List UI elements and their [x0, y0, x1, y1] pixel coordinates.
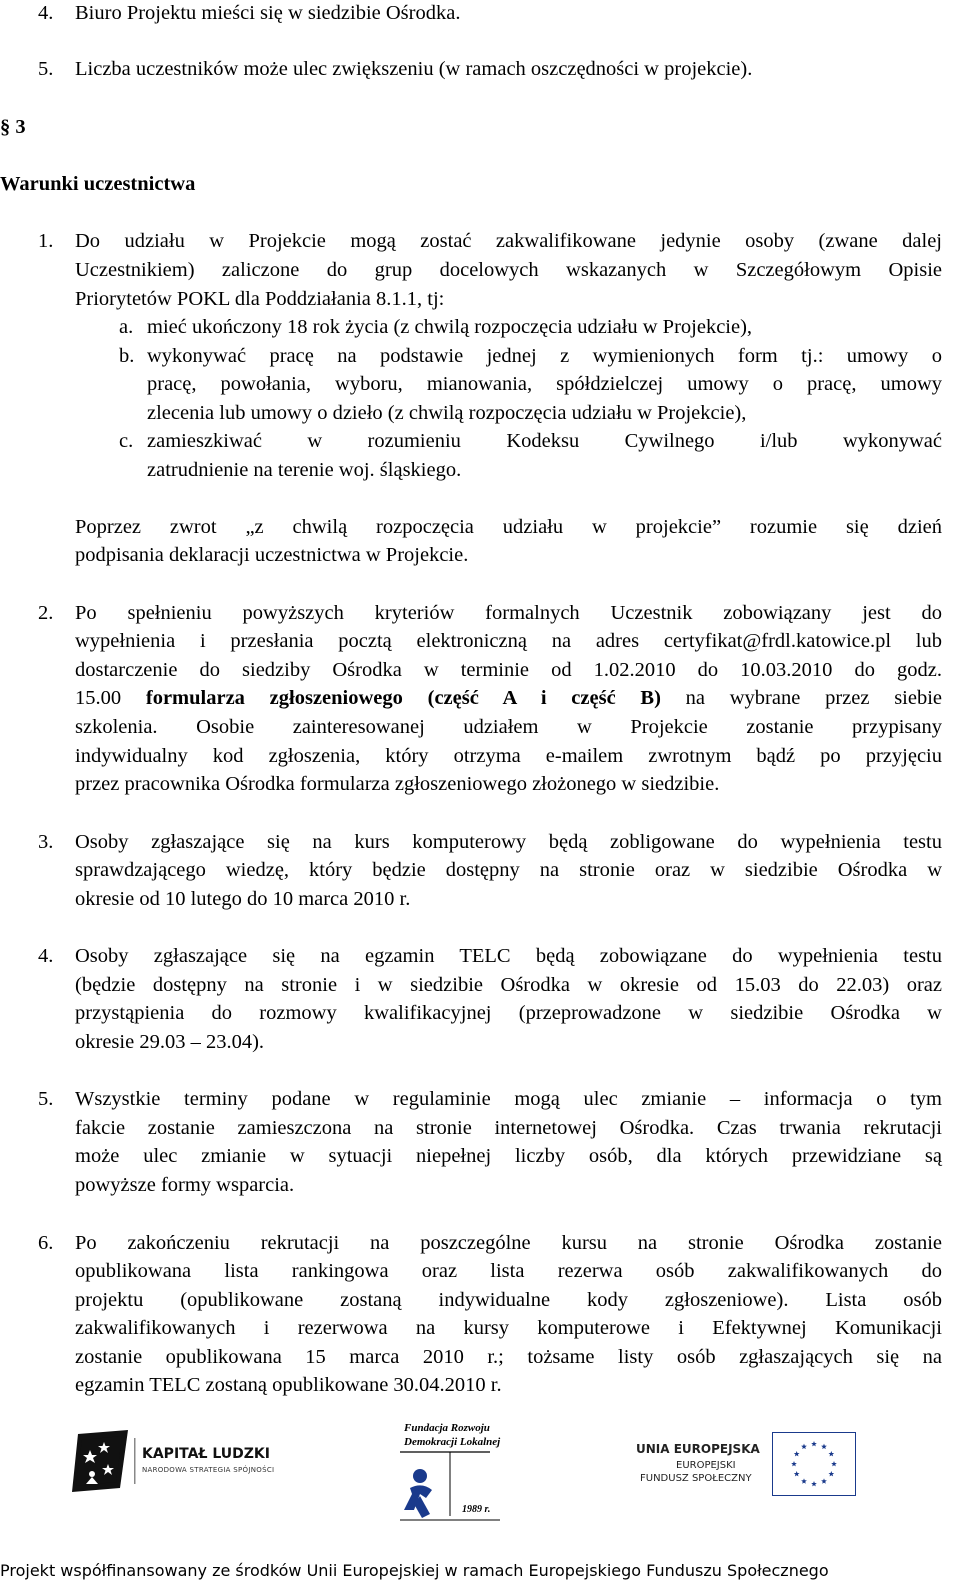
- note-line: podpisania deklaracji uczestnictwa w Projekcie.: [75, 544, 469, 566]
- item-number: 6.: [38, 1232, 54, 1254]
- emphasis-text: formularza zgłoszeniowego (część A i część B): [145, 687, 661, 709]
- logo-subtitle: EUROPEJSKI: [676, 1460, 736, 1471]
- subitem-letter: c.: [119, 430, 134, 452]
- footer-text: Projekt współfinansowany ze środków Unii Europejskiej w ramach Europejskiego Funduszu Społecznego: [0, 1561, 829, 1580]
- item-number: 2.: [38, 602, 54, 624]
- paragraph-line: powyższe formy wsparcia.: [75, 1174, 295, 1196]
- paragraph-line: projektu (opublikowane zostaną indywidualne kody zgłoszeniowe). Lista osób: [75, 1289, 942, 1311]
- paragraph-line: (będzie dostępny na stronie i w siedzibie Ośrodka w okresie od 15.03 do 22.03) oraz: [75, 974, 942, 996]
- logo-year: 1989 r.: [462, 1504, 491, 1515]
- paragraph-line: zostanie opublikowana 15 marca 2010 r.; tożsame listy osób zgłaszających się na: [75, 1346, 942, 1368]
- paragraph-line: dostarczenie do siedziby Ośrodka w terminie od 1.02.2010 do 10.03.2010 do godz.: [75, 659, 942, 681]
- subitem-text: wykonywać pracę na podstawie jednej z wymienionych form tj.: umowy o: [147, 345, 942, 367]
- list-item-text: Biuro Projektu mieści się w siedzibie Ośrodka.: [75, 2, 461, 24]
- item-number: 4.: [38, 945, 54, 967]
- logo-title: Demokracji Lokalnej: [404, 1436, 501, 1448]
- line-text: na wybrane przez siebie: [660, 687, 943, 709]
- subitem-text: zatrudnienie na terenie woj. śląskiego.: [147, 459, 462, 481]
- paragraph-line: Do udziału w Projekcie mogą zostać zakwalifikowane jedynie osoby (zwane dalej: [75, 230, 942, 252]
- item-number: 5.: [38, 1088, 54, 1110]
- logo-title: UNIA EUROPEJSKA: [636, 1442, 760, 1456]
- section-title: Warunki uczestnictwa: [0, 173, 196, 195]
- subitem-text: mieć ukończony 18 rok życia (z chwilą rozpoczęcia udziału w Projekcie),: [147, 316, 753, 338]
- logo-subtitle: NARODOWA STRATEGIA SPÓJNOŚCI: [142, 1466, 275, 1474]
- subitem-text: pracę, powołania, wyboru, mianowania, spółdzielczej umowy o pracę, umowy: [147, 373, 942, 395]
- paragraph-line: sprawdzającego wiedzę, który będzie dostępny na stronie oraz w siedzibie Ośrodka w: [75, 859, 942, 881]
- paragraph-line: wypełnienia i przesłania pocztą elektroniczną na adres certyfikat@frdl.katowice.pl lub: [75, 630, 942, 652]
- item-number: 5.: [38, 58, 54, 80]
- paragraph-line: Wszystkie terminy podane w regulaminie mogą ulec zmianie – informacja o tym: [75, 1088, 942, 1110]
- paragraph-line: Osoby zgłaszające się na kurs komputerowy będą zobligowane do wypełnienia testu: [75, 831, 942, 853]
- person-figure-icon: [390, 1438, 530, 1528]
- paragraph-line: indywidualny kod zgłoszenia, który otrzyma e-mailem zwrotnym bądź po przyjęciu: [75, 745, 942, 767]
- logo-title: KAPITAŁ LUDZKI: [142, 1446, 270, 1462]
- paragraph-line: Uczestnikiem) zaliczone do grup docelowych wskazanych w Szczegółowym Opisie: [75, 259, 942, 281]
- paragraph-line: Po zakończeniu rekrutacji na poszczególne kursu na stronie Ośrodka zostanie: [75, 1232, 942, 1254]
- eu-logo: [636, 1432, 886, 1512]
- paragraph-line: Priorytetów POKL dla Poddziałania 8.1.1, tj:: [75, 288, 445, 310]
- frdl-logo: [390, 1418, 530, 1528]
- paragraph-line: fakcie zostanie zamieszczona na stronie internetowej Ośrodka. Czas trwania rekrutacji: [75, 1117, 942, 1139]
- subitem-letter: a.: [119, 316, 134, 338]
- section-symbol: § 3: [0, 116, 26, 138]
- paragraph-line: przez pracownika Ośrodka formularza zgłoszeniowego złożonego w siedzibie.: [75, 773, 720, 795]
- paragraph-line: opublikowana lista rankingowa oraz lista rezerwa osób zakwalifikowanych do: [75, 1260, 942, 1282]
- paragraph-line: Po spełnieniu powyższych kryteriów formalnych Uczestnik zobowiązany jest do: [75, 602, 942, 624]
- paragraph-line: może ulec zmianie w sytuacji niepełnej liczby osób, dla których przewidziane są: [75, 1145, 942, 1167]
- paragraph-line: egzamin TELC zostaną opublikowane 30.04.2010 r.: [75, 1374, 502, 1396]
- item-number: 3.: [38, 831, 54, 853]
- subitem-text: zamieszkiwać w rozumieniu Kodeksu Cywilnego i/lub wykonywać: [147, 430, 942, 452]
- subitem-text: zlecenia lub umowy o dzieło (z chwilą rozpoczęcia udziału w Projekcie),: [147, 402, 747, 424]
- paragraph-line: zakwalifikowanych i rezerwowa na kursy komputerowe i Efektywnej Komunikacji: [75, 1317, 942, 1339]
- paragraph-line: przystąpienia do rozmowy kwalifikacyjnej (przeprowadzone w siedzibie Ośrodka w: [75, 1002, 942, 1024]
- eu-flag-icon: [772, 1432, 856, 1496]
- paragraph-line: okresie od 10 lutego do 10 marca 2010 r.: [75, 888, 411, 910]
- paragraph-line: szkolenia. Osobie zainteresowanej udziałem w Projekcie zostanie przypisany: [75, 716, 942, 738]
- item-number: 4.: [38, 2, 54, 24]
- logo-subtitle: FUNDUSZ SPOŁECZNY: [640, 1473, 752, 1484]
- logo-title: Fundacja Rozwoju: [404, 1422, 490, 1434]
- kapital-ludzki-logo: [70, 1428, 275, 1494]
- paragraph-line: [75, 686, 942, 710]
- line-text: 15.00: [75, 687, 146, 709]
- item-number: 1.: [38, 230, 54, 252]
- note-line: Poprzez zwrot „z chwilą rozpoczęcia udziału w projekcie” rozumie się dzień: [75, 516, 942, 538]
- paragraph-line: Osoby zgłaszające się na egzamin TELC będą zobowiązane do wypełnienia testu: [75, 945, 942, 967]
- paragraph-line: okresie 29.03 – 23.04).: [75, 1031, 265, 1053]
- list-item-text: Liczba uczestników może ulec zwiększeniu (w ramach oszczędności w projekcie).: [75, 58, 753, 80]
- subitem-letter: b.: [119, 345, 135, 367]
